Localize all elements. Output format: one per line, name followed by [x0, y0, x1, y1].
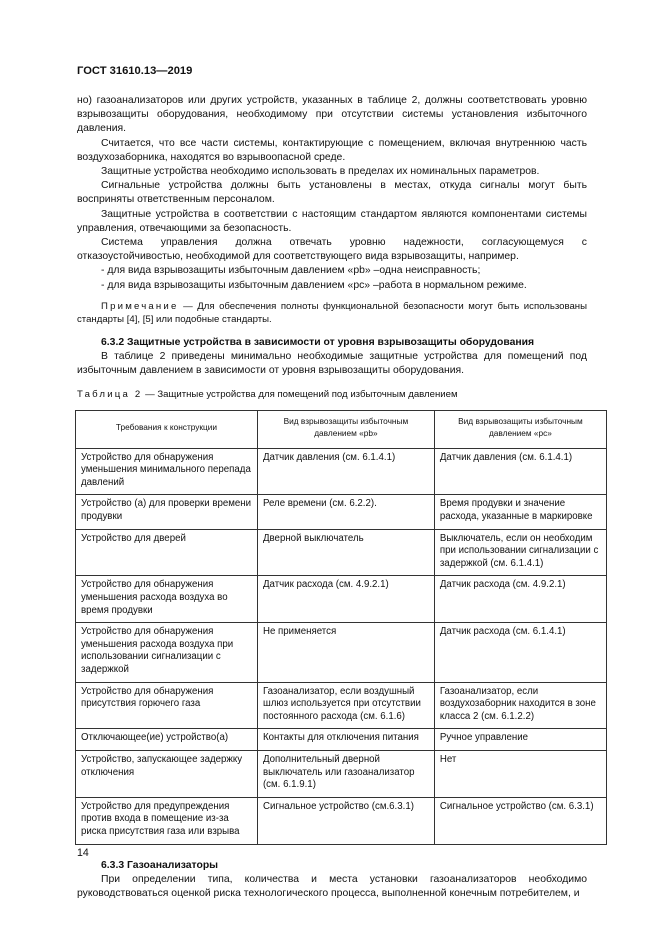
- paragraph: Защитные устройства в соответствии с настоящим стандартом являются компонентами системы управления, отвечающими за безопасность.: [77, 208, 587, 234]
- table-header-cell: Вид взрывозащиты избыточным давлением «pb»: [257, 411, 434, 448]
- paragraph: Сигнальные устройства должны быть установлены в местах, откуда сигналы могут быть восприняты ответственным персоналом.: [77, 180, 587, 206]
- paragraph: Защитные устройства необходимо использовать в пределах их номинальных параметров.: [101, 166, 540, 178]
- document-header: ГОСТ 31610.13—2019: [77, 65, 193, 77]
- section-heading: 6.3.3 Газоанализаторы: [101, 859, 219, 871]
- table-row: [76, 682, 607, 729]
- list-item: - для вида взрывозащиты избыточным давлением «pb» –одна неисправность;: [101, 265, 481, 277]
- protective-devices-table: [75, 410, 607, 844]
- section-heading: 6.3.2 Защитные устройства в зависимости от уровня взрывозащиты оборудования: [101, 336, 535, 348]
- table-cell: Дополнительный дверной выключатель или газоанализатор (см. 6.1.9.1): [257, 750, 434, 797]
- paragraph: Система управления должна отвечать уровню надежности, согласующемуся с отказоустойчивостью, необходимой для соответствующего вида взрывозащиты, например.: [77, 237, 587, 263]
- table-row: [76, 495, 607, 529]
- paragraph: Считается, что все части системы, контактирующие с помещением, включая внутреннюю часть воздухозаборника, находятся во взрывоопасной среде.: [77, 137, 587, 163]
- table-cell: Датчик расхода (см. 6.1.4.1): [434, 623, 606, 682]
- table-caption-label: Таблица 2: [77, 389, 143, 401]
- table-row: [76, 529, 607, 576]
- table-cell: Устройство для обнаружения уменьшения расхода воздуха при использовании сигнализации с задержкой: [76, 623, 258, 682]
- table-cell: Датчик расхода (см. 4.9.2.1): [434, 576, 606, 623]
- table-cell: Реле времени (см. 6.2.2).: [257, 495, 434, 529]
- note-label: Примечание: [101, 300, 179, 312]
- table-cell: Устройство для обнаружения уменьшения минимального перепада давлений: [76, 448, 258, 495]
- table-cell: Сигнальное устройство (см. 6.3.1): [434, 797, 606, 844]
- table-cell: Выключатель, если он необходим при использовании сигнализации с задержкой (см. 6.1.4.1): [434, 529, 606, 576]
- table-cell: Нет: [434, 750, 606, 797]
- table-cell: Ручное управление: [434, 729, 606, 751]
- table-cell: Устройство для обнаружения уменьшения расхода воздуха во время продувки: [76, 576, 258, 623]
- table-cell: Датчик давления (см. 6.1.4.1): [257, 448, 434, 495]
- table-cell: Газоанализатор, если воздушный шлюз используется при отсутствии постоянного расхода (см. 6.1.6): [257, 682, 434, 729]
- paragraph: При определении типа, количества и места установки газоанализаторов необходимо руководствоваться оценкой риска технологического процесса, выполненной конечным потребителем, и: [77, 873, 587, 899]
- table-cell: Устройство для обнаружения присутствия горючего газа: [76, 682, 258, 729]
- table-cell: Газоанализатор, если воздухозаборник находится в зоне класса 2 (см. 6.1.2.2): [434, 682, 606, 729]
- paragraph: но) газоанализаторов или других устройств, указанных в таблице 2, должны соответствовать уровню взрывозащиты оборудования, необходимому при отсутствии системы установления избыточного давления.: [77, 95, 587, 135]
- table-header-cell: Требования к конструкции: [76, 411, 258, 448]
- table-row: [76, 797, 607, 844]
- paragraph: В таблице 2 приведены минимально необходимые защитные устройства для помещений под избыточным давлением в зависимости от уровня взрывозащиты оборудования.: [77, 350, 587, 377]
- table-header-cell: Вид взрывозащиты избыточным давлением «pc»: [434, 411, 606, 448]
- table-cell: Сигнальное устройство (см.6.3.1): [257, 797, 434, 844]
- table-cell: Контакты для отключения питания: [257, 729, 434, 751]
- table-row: [76, 623, 607, 682]
- table-cell: Время продувки и значение расхода, указанные в маркировке: [434, 495, 606, 529]
- page-number: 14: [77, 847, 89, 859]
- table-cell: Устройство (а) для проверки времени продувки: [76, 495, 258, 529]
- table-cell: Дверной выключатель: [257, 529, 434, 576]
- note: [77, 300, 587, 327]
- table-row: [76, 576, 607, 623]
- table-row: [76, 750, 607, 797]
- table-cell: Не применяется: [257, 623, 434, 682]
- list-item: - для вида взрывозащиты избыточным давлением «pc» –работа в нормальном режиме.: [101, 279, 527, 291]
- table-cell: Отключающее(ие) устройство(а): [76, 729, 258, 751]
- table-row: [76, 448, 607, 495]
- table-row: [76, 729, 607, 751]
- table-cell: Датчик расхода (см. 4.9.2.1): [257, 576, 434, 623]
- table-cell: Датчик давления (см. 6.1.4.1): [434, 448, 606, 495]
- table-cell: Устройство для предупреждения против входа в помещение из-за риска присутствия газа или взрыва: [76, 797, 258, 844]
- note-text: — Для обеспечения полноты функциональной безопасности могут быть использованы стандарты [4], [5] или подобные стандарты.: [77, 300, 587, 326]
- table-cell: Устройство для дверей: [76, 529, 258, 576]
- body-text: [77, 94, 599, 901]
- table-cell: Устройство, запускающее задержку отключения: [76, 750, 258, 797]
- table-caption: [77, 388, 587, 402]
- table-caption-text: — Защитные устройства для помещений под избыточным давлением: [142, 389, 458, 401]
- table-header-row: [76, 411, 607, 448]
